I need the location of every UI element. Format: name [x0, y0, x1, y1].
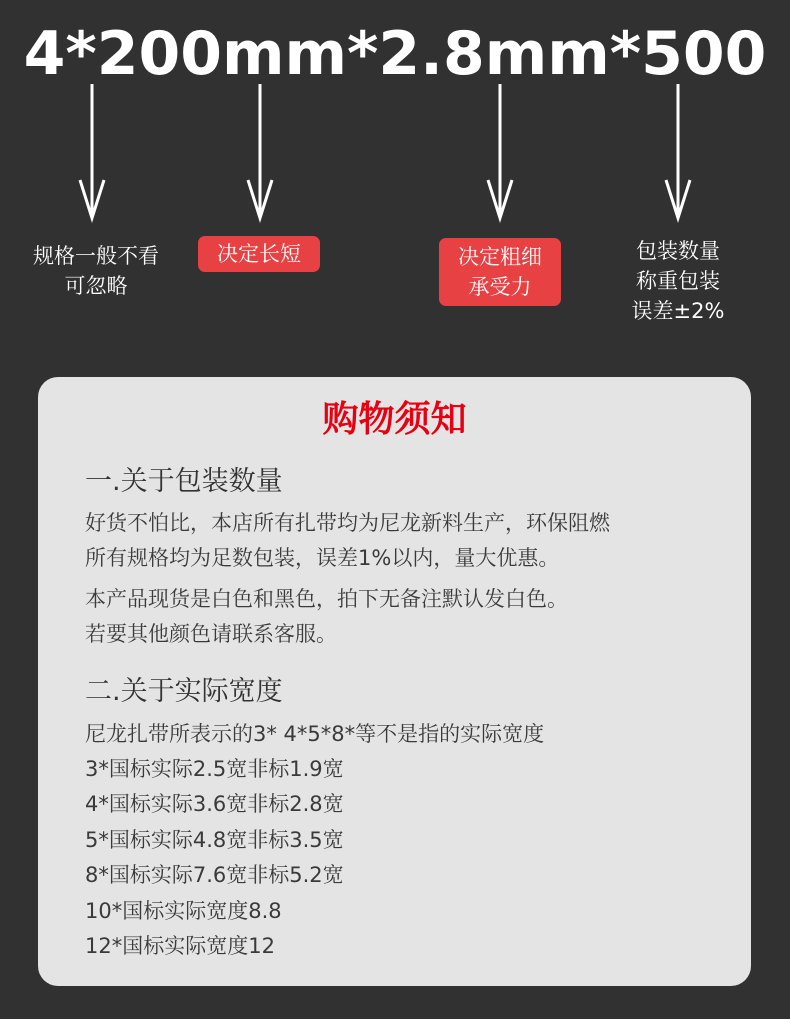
- thickness-line-1: 决定粗细: [458, 245, 542, 269]
- spec-ignore-line-2: 可忽略: [64, 274, 128, 298]
- notice-card: [38, 377, 751, 986]
- thickness-line-2: 承受力: [468, 275, 532, 299]
- spec-ignore-label: [18, 241, 174, 301]
- spec-title: 4*200mm*2.8mm*500: [23, 19, 767, 89]
- packaging-line: 本产品现货是白色和黑色，拍下无备注默认发白色。: [85, 587, 568, 611]
- section-heading-width: 二.关于实际宽度: [85, 676, 283, 707]
- arrow-down-icon: [245, 84, 275, 226]
- packaging-line: 若要其他颜色请联系客服。: [85, 622, 337, 646]
- width-line: 8*国标实际7.6宽非标5.2宽: [85, 863, 344, 887]
- spec-ignore-line-1: 规格一般不看: [33, 244, 159, 268]
- section-heading-packaging: 一.关于包装数量: [85, 466, 283, 497]
- width-line: 3*国标实际2.5宽非标1.9宽: [85, 757, 344, 781]
- quantity-line-2: 称重包装: [636, 269, 720, 293]
- quantity-line-1: 包装数量: [636, 239, 720, 263]
- packaging-line: 好货不怕比，本店所有扎带均为尼龙新料生产，环保阻燃: [85, 511, 610, 535]
- thickness-tag: [439, 238, 561, 306]
- quantity-line-3: 误差±2%: [631, 299, 725, 323]
- width-line: 12*国标实际宽度12: [85, 934, 275, 958]
- width-line: 10*国标实际宽度8.8: [85, 899, 282, 923]
- width-line: 尼龙扎带所表示的3* 4*5*8*等不是指的实际宽度: [85, 722, 545, 746]
- notice-title: 购物须知: [322, 399, 467, 440]
- quantity-label: [610, 236, 746, 326]
- packaging-line: 所有规格均为足数包装，误差1%以内，量大优惠。: [85, 546, 560, 570]
- width-line: 4*国标实际3.6宽非标2.8宽: [85, 792, 344, 816]
- width-line: 5*国标实际4.8宽非标3.5宽: [85, 828, 344, 852]
- arrow-down-icon: [485, 84, 515, 226]
- arrow-down-icon: [77, 84, 107, 226]
- arrow-down-icon: [663, 84, 693, 226]
- length-tag: 决定长短: [198, 236, 320, 272]
